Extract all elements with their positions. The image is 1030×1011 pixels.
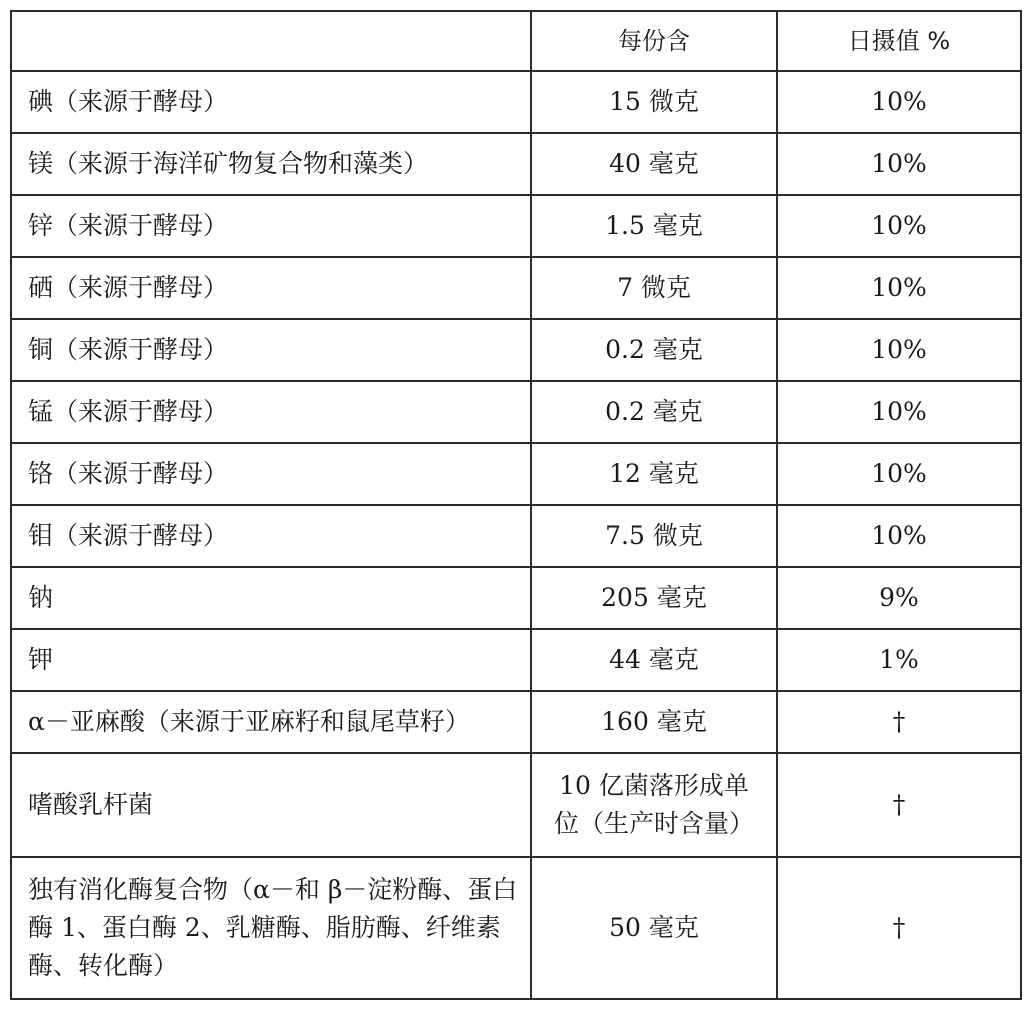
nutrient-daily-value: † xyxy=(777,753,1021,857)
header-amount-per-serving: 每份含 xyxy=(531,11,777,71)
nutrient-name: 镁（来源于海洋矿物复合物和藻类） xyxy=(11,133,531,195)
nutrition-table xyxy=(10,10,1022,1000)
nutrient-amount: 205 毫克 xyxy=(531,567,777,629)
nutrient-amount: 1.5 毫克 xyxy=(531,195,777,257)
nutrient-daily-value: 10% xyxy=(777,505,1021,567)
nutrient-name: 嗜酸乳杆菌 xyxy=(11,753,531,857)
nutrient-name: 锰（来源于酵母） xyxy=(11,381,531,443)
nutrient-name: 钾 xyxy=(11,629,531,691)
table-row xyxy=(11,71,1021,133)
nutrient-amount: 12 毫克 xyxy=(531,443,777,505)
table-row xyxy=(11,505,1021,567)
nutrition-table-container xyxy=(10,10,1020,1000)
nutrient-daily-value: † xyxy=(777,857,1021,999)
nutrient-amount: 7.5 微克 xyxy=(531,505,777,567)
header-row xyxy=(11,11,1021,71)
nutrient-amount: 0.2 毫克 xyxy=(531,319,777,381)
nutrient-amount: 160 毫克 xyxy=(531,691,777,753)
table-row xyxy=(11,857,1021,999)
table-row xyxy=(11,629,1021,691)
nutrient-amount: 0.2 毫克 xyxy=(531,381,777,443)
table-row xyxy=(11,319,1021,381)
nutrient-name: 碘（来源于酵母） xyxy=(11,71,531,133)
nutrient-daily-value: 10% xyxy=(777,133,1021,195)
nutrient-name: 钼（来源于酵母） xyxy=(11,505,531,567)
nutrient-amount: 40 毫克 xyxy=(531,133,777,195)
nutrient-amount: 15 微克 xyxy=(531,71,777,133)
table-row xyxy=(11,567,1021,629)
nutrient-daily-value: 10% xyxy=(777,257,1021,319)
nutrient-name: 铜（来源于酵母） xyxy=(11,319,531,381)
table-row xyxy=(11,381,1021,443)
nutrient-daily-value: † xyxy=(777,691,1021,753)
nutrient-daily-value: 10% xyxy=(777,381,1021,443)
nutrient-name: 铬（来源于酵母） xyxy=(11,443,531,505)
nutrient-daily-value: 10% xyxy=(777,319,1021,381)
nutrient-daily-value: 10% xyxy=(777,71,1021,133)
table-row xyxy=(11,691,1021,753)
nutrient-daily-value: 1% xyxy=(777,629,1021,691)
nutrient-daily-value: 10% xyxy=(777,443,1021,505)
nutrient-name: 硒（来源于酵母） xyxy=(11,257,531,319)
nutrient-amount: 50 毫克 xyxy=(531,857,777,999)
nutrient-daily-value: 9% xyxy=(777,567,1021,629)
nutrient-name: 独有消化酶复合物（α－和 β－淀粉酶、蛋白酶 1、蛋白酶 2、乳糖酶、脂肪酶、纤维素酶、转化酶） xyxy=(11,857,531,999)
table-row xyxy=(11,195,1021,257)
header-nutrient xyxy=(11,11,531,71)
nutrient-name: α－亚麻酸（来源于亚麻籽和鼠尾草籽） xyxy=(11,691,531,753)
nutrient-amount: 44 毫克 xyxy=(531,629,777,691)
nutrient-amount: 7 微克 xyxy=(531,257,777,319)
nutrient-amount: 10 亿菌落形成单位（生产时含量） xyxy=(531,753,777,857)
table-row xyxy=(11,133,1021,195)
table-row xyxy=(11,257,1021,319)
table-row xyxy=(11,753,1021,857)
nutrient-daily-value: 10% xyxy=(777,195,1021,257)
header-daily-value: 日摄值 % xyxy=(777,11,1021,71)
nutrient-name: 锌（来源于酵母） xyxy=(11,195,531,257)
table-row xyxy=(11,443,1021,505)
nutrient-name: 钠 xyxy=(11,567,531,629)
